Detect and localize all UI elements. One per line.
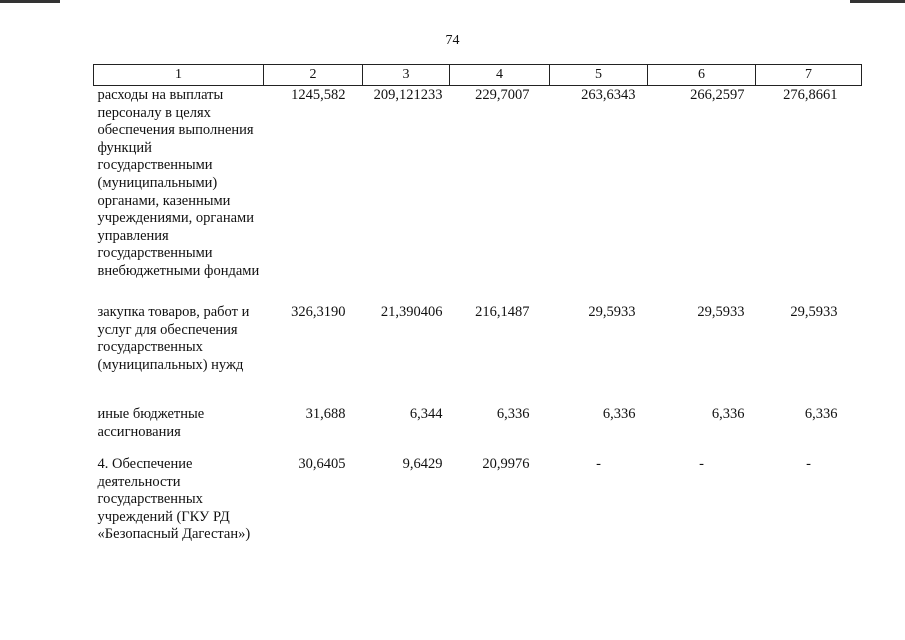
- table-row: [94, 405, 862, 455]
- table-cell: 29,5933: [697, 304, 745, 320]
- table-cell: 276,8661: [783, 87, 838, 103]
- column-header: 2: [264, 65, 363, 86]
- column-header: 7: [756, 65, 862, 86]
- table-row: [94, 455, 862, 566]
- row-label: закупка товаров, работ и услуг для обеспечения государственных (муниципальных) нужд: [97, 304, 250, 373]
- column-header: 3: [363, 65, 450, 86]
- budget-table: [93, 64, 862, 566]
- table-row: [94, 86, 862, 304]
- scan-edge-left: [0, 0, 60, 3]
- table-row: [94, 303, 862, 405]
- table-cell: 1245,582: [291, 87, 346, 103]
- row-label: иные бюджетные ассигнования: [97, 406, 205, 440]
- table-cell: 30,6405: [298, 456, 346, 472]
- page-number: 74: [445, 33, 460, 48]
- table-cell: 6,336: [602, 406, 636, 422]
- table-cell: 216,1487: [475, 304, 530, 320]
- table-cell: -: [596, 456, 601, 472]
- table-cell: 229,7007: [475, 87, 530, 103]
- table-cell: 29,5933: [588, 304, 636, 320]
- table-cell: 9,6429: [402, 456, 443, 472]
- table-cell: 326,3190: [291, 304, 346, 320]
- table-cell: 6,344: [409, 406, 443, 422]
- table-cell: 6,336: [804, 406, 838, 422]
- table-cell: 6,336: [711, 406, 745, 422]
- table-cell: -: [806, 456, 811, 472]
- scan-edge-right: [850, 0, 905, 3]
- table-cell: 266,2597: [690, 87, 745, 103]
- row-label: расходы на выплаты персоналу в целях обеспечения выполнения функций государственными (муниципальными) органами, казенными учреждениями, органами управления государственными внебюджетными фондами: [97, 87, 260, 279]
- column-header: 5: [550, 65, 648, 86]
- table-cell: 31,688: [305, 406, 346, 422]
- column-header: 1: [94, 65, 264, 86]
- table-cell: 209,121233: [373, 87, 443, 103]
- table-cell: 263,6343: [581, 87, 636, 103]
- column-header: 6: [648, 65, 756, 86]
- table-cell: -: [699, 456, 704, 472]
- table-cell: 29,5933: [790, 304, 838, 320]
- column-header: 4: [450, 65, 550, 86]
- table-cell: 6,336: [496, 406, 530, 422]
- table-cell: 21,390406: [380, 304, 443, 320]
- table-cell: 20,9976: [482, 456, 530, 472]
- table-header-row: [94, 65, 862, 86]
- row-label: 4. Обеспечение деятельности государственных учреждений (ГКУ РД «Безопасный Дагестан»): [97, 456, 251, 543]
